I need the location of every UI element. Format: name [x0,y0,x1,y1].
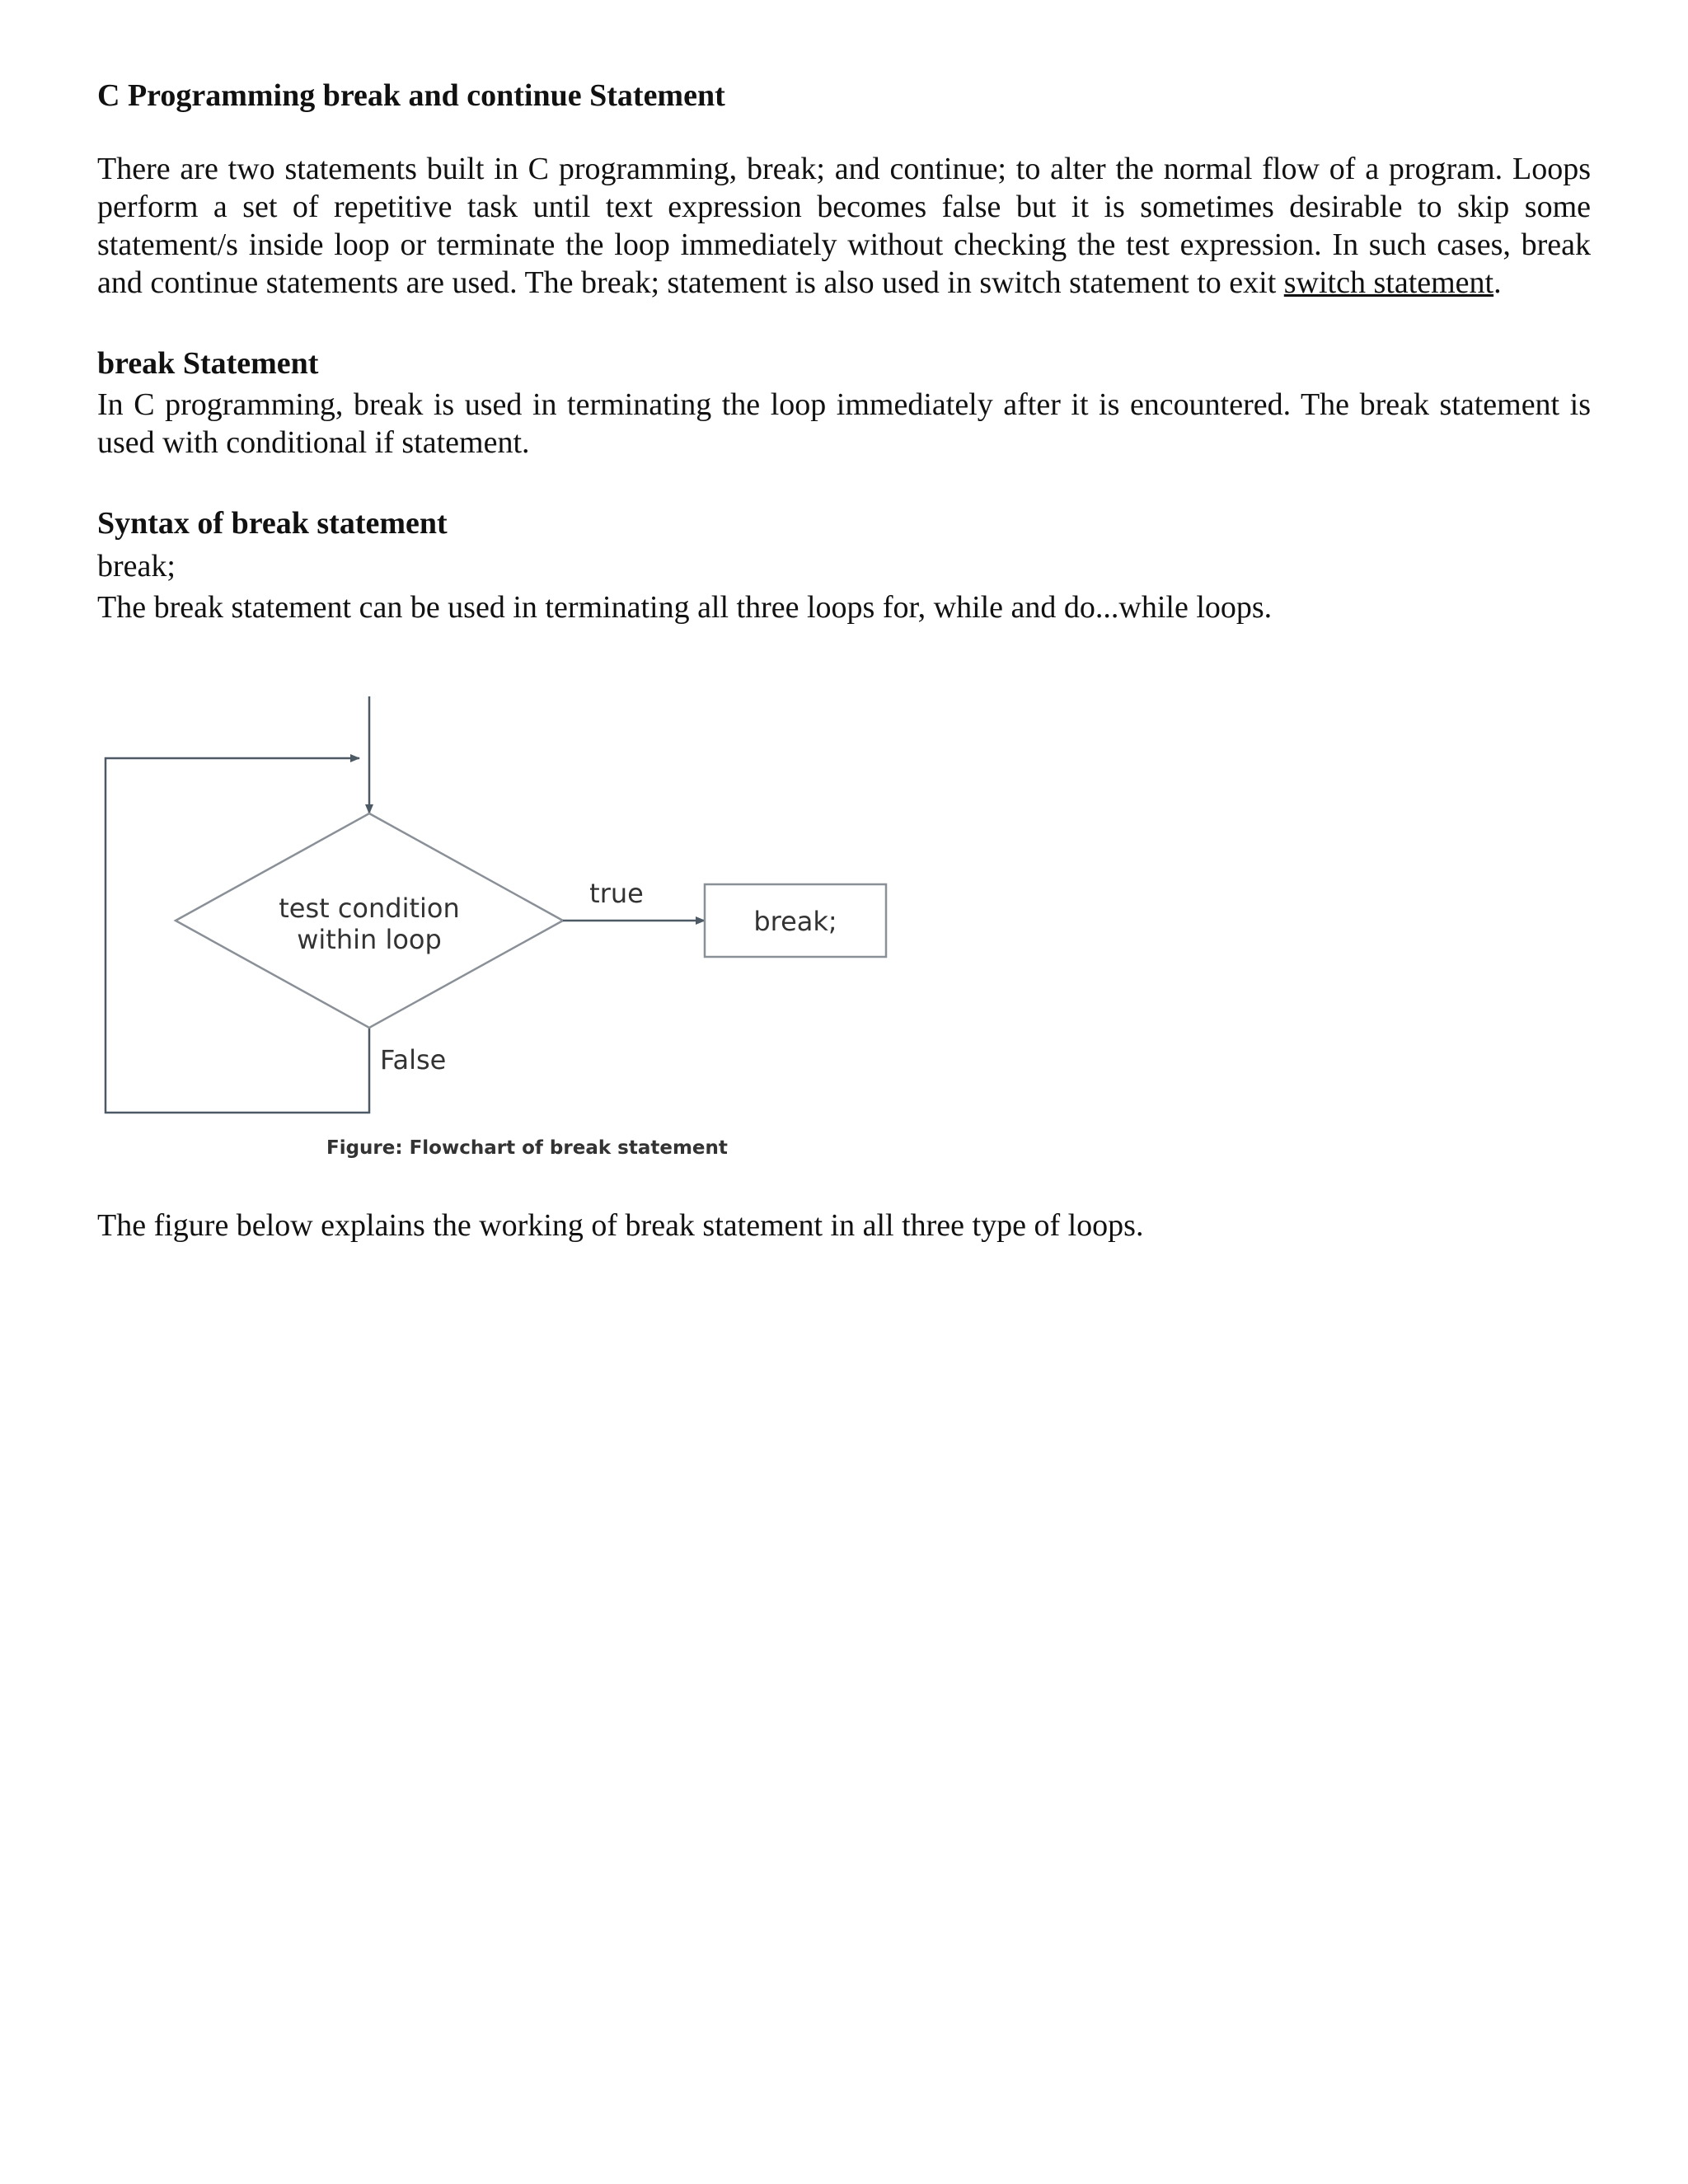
closing-paragraph: The figure below explains the working of break statement in all three type of loops. [97,1208,1144,1243]
document-body [97,76,1591,628]
false-label: False [380,1044,447,1076]
page-title: C Programming break and continue Statement [97,78,725,113]
decision-label-line-2: within loop [297,924,442,955]
break-heading: break Statement [97,346,319,381]
break-box-label: break; [753,906,837,937]
syntax-code: break; [97,549,176,583]
break-flowchart [97,696,921,1174]
break-paragraph: In C programming, break is used in terminating the loop immediately after it is encountered. The break statement is used with conditional if statement. [97,387,1591,460]
switch-statement-link[interactable]: switch statement [1283,265,1494,300]
intro-text: There are two statements built in C programming, break; and continue; to alter the normal flow of a program. Loops perform a set of repetitive task until text expression becomes false but it is sometimes desirable to skip some statement/s inside loop or terminate the loop immediately without checking the test expression. In such cases, break and continue statements are used. The break; statement is also used in switch statement to exit [97,152,1591,300]
intro-end: . [1493,265,1502,300]
syntax-heading: Syntax of break statement [97,506,448,541]
syntax-paragraph: The break statement can be used in terminating all three loops for, while and do...while loops. [97,590,1273,625]
intro-paragraph [97,150,1591,302]
decision-label-line-1: test condition [279,893,460,924]
figure-caption: Figure: Flowchart of break statement [326,1137,728,1159]
true-label: true [589,878,644,909]
flowchart-svg [97,696,921,1174]
